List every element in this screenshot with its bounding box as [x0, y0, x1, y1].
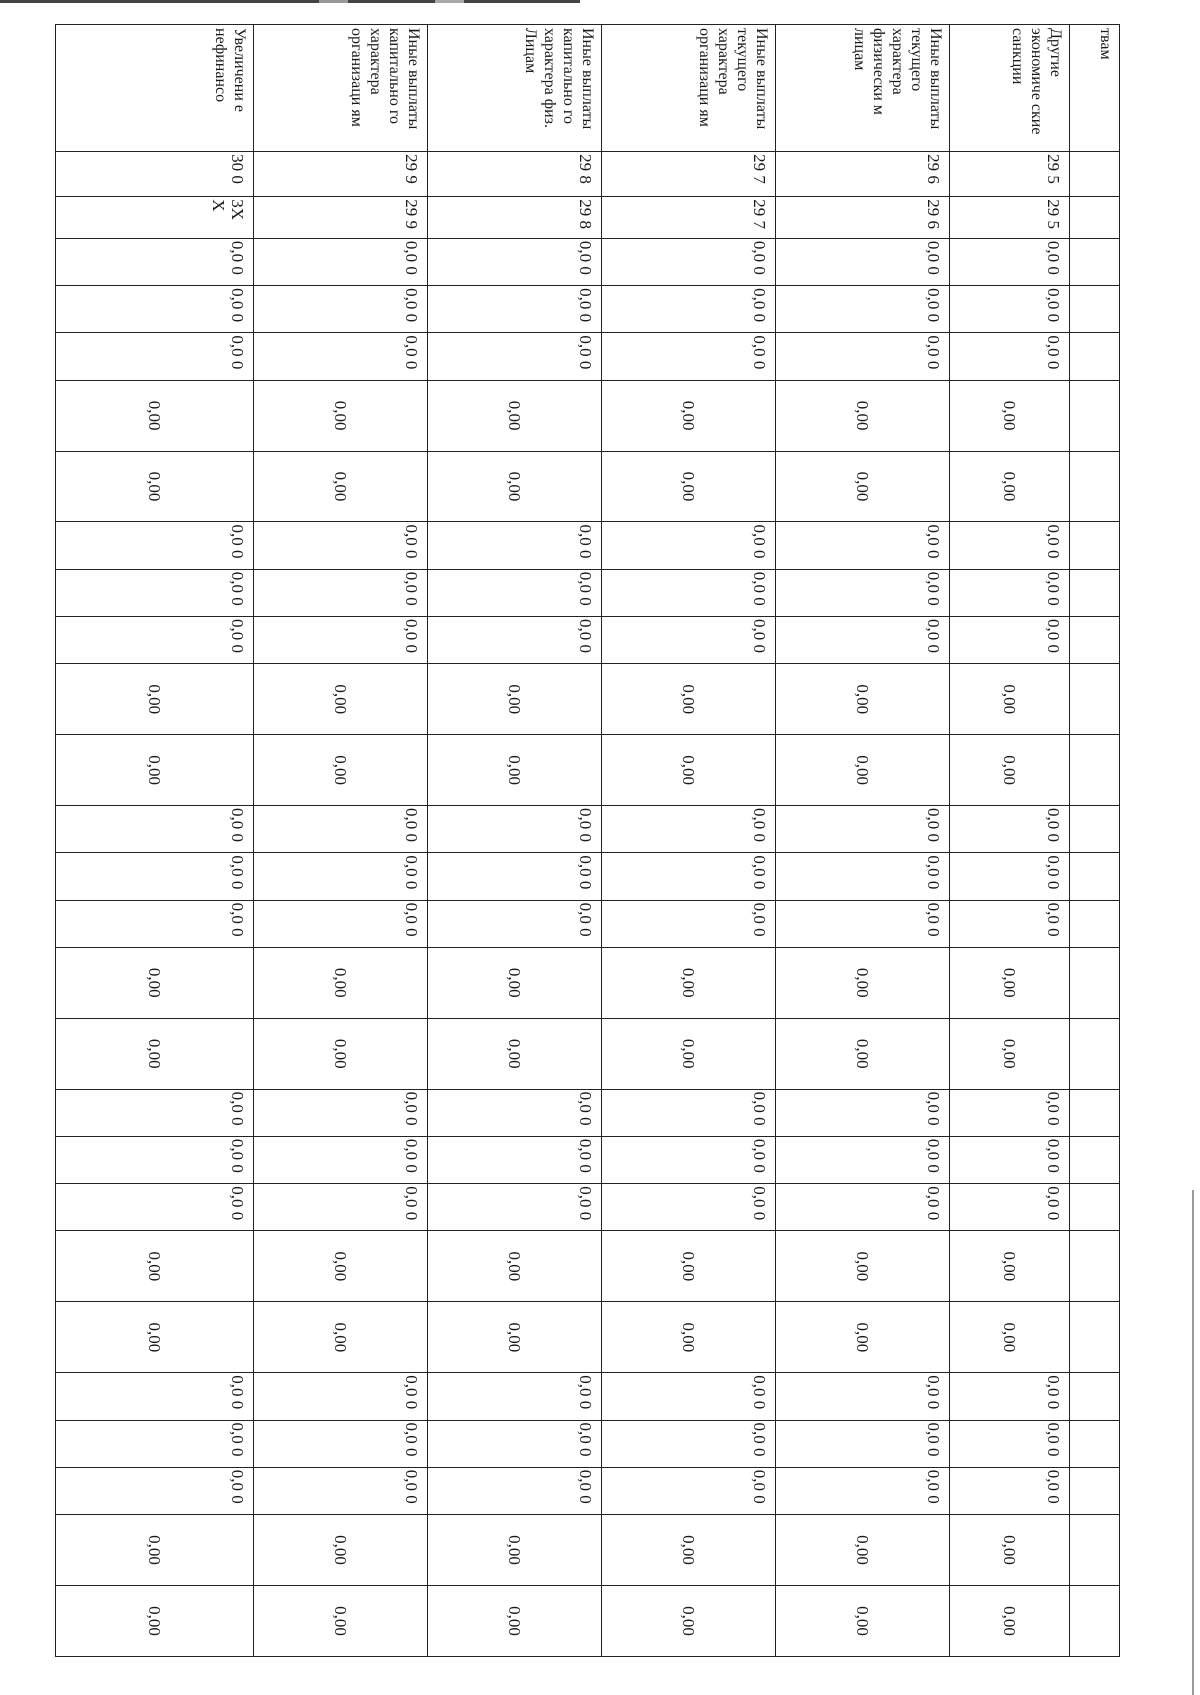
value-cell: 0,0 0 — [950, 286, 1070, 333]
value-cell: 0,0 0 — [254, 238, 428, 285]
row-code-cell: 29 7 — [602, 152, 776, 197]
value-cell: 0,0 0 — [56, 1420, 254, 1467]
value-cell: 0,0 0 — [602, 569, 776, 616]
value-cell: 0,0 0 — [254, 900, 428, 947]
value-cell: 0,0 0 — [254, 1089, 428, 1136]
value-cell: 0,0 0 — [56, 286, 254, 333]
row-label: Иные выплаты текущего характера физически м лицам — [776, 25, 950, 152]
row-code-cell-secondary: 3Х Х — [56, 197, 254, 239]
value-cell: 0,00 — [776, 1018, 950, 1089]
value-cell: 0,00 — [428, 947, 602, 1018]
empty-cell — [1070, 853, 1120, 900]
value-cell: 0,0 0 — [950, 1373, 1070, 1420]
value-cell: 0,0 0 — [950, 1184, 1070, 1231]
value-cell: 0,00 — [950, 1302, 1070, 1373]
empty-cell — [1070, 1515, 1120, 1586]
empty-cell — [1070, 664, 1120, 735]
value-cell: 0,0 0 — [428, 238, 602, 285]
value-cell: 0,0 0 — [776, 1420, 950, 1467]
empty-cell — [1070, 238, 1120, 285]
value-cell: 0,00 — [602, 735, 776, 806]
empty-cell — [1070, 1136, 1120, 1183]
value-cell: 0,00 — [254, 1585, 428, 1656]
value-cell: 0,00 — [254, 947, 428, 1018]
value-cell: 0,0 0 — [776, 1089, 950, 1136]
value-cell: 0,00 — [254, 380, 428, 451]
value-cell: 0,0 0 — [602, 1089, 776, 1136]
value-cell: 0,0 0 — [56, 1136, 254, 1183]
empty-cell — [1070, 569, 1120, 616]
value-cell: 0,0 0 — [56, 238, 254, 285]
value-cell: 0,00 — [776, 1302, 950, 1373]
value-cell: 0,00 — [254, 1302, 428, 1373]
value-cell: 0,00 — [776, 380, 950, 451]
document-page — [56, 24, 1120, 1657]
value-cell: 0,00 — [776, 947, 950, 1018]
scan-side-edge — [1192, 1190, 1194, 1695]
value-cell: 0,0 0 — [950, 522, 1070, 569]
row-code-cell-secondary: 29 7 — [602, 197, 776, 239]
value-cell: 0,0 0 — [428, 522, 602, 569]
value-cell: 0,00 — [602, 664, 776, 735]
empty-cell — [1070, 286, 1120, 333]
value-cell: 0,0 0 — [56, 333, 254, 380]
value-cell: 0,00 — [428, 1302, 602, 1373]
value-cell: 0,00 — [254, 664, 428, 735]
value-cell: 0,0 0 — [428, 806, 602, 853]
row-code-cell: 29 6 — [776, 152, 950, 197]
value-cell: 0,0 0 — [950, 569, 1070, 616]
row-code-cell: 29 9 — [254, 152, 428, 197]
value-cell: 0,0 0 — [602, 522, 776, 569]
value-cell: 0,00 — [602, 1018, 776, 1089]
value-cell: 0,0 0 — [254, 1373, 428, 1420]
value-cell: 0,0 0 — [602, 1184, 776, 1231]
value-cell: 0,00 — [428, 664, 602, 735]
empty-cell — [1070, 1467, 1120, 1514]
value-cell: 0,00 — [254, 1018, 428, 1089]
value-cell: 0,00 — [56, 664, 254, 735]
value-cell: 0,0 0 — [776, 286, 950, 333]
value-cell: 0,00 — [428, 1231, 602, 1302]
value-cell: 0,00 — [776, 664, 950, 735]
value-cell: 0,00 — [602, 947, 776, 1018]
empty-cell — [1070, 1302, 1120, 1373]
row-label: Иные выплаты текущего характера организаци ям — [602, 25, 776, 152]
value-cell: 0,00 — [950, 1231, 1070, 1302]
value-cell: 0,0 0 — [254, 333, 428, 380]
value-cell: 0,0 0 — [254, 522, 428, 569]
empty-cell — [1070, 1585, 1120, 1656]
value-cell: 0,0 0 — [428, 286, 602, 333]
scan-top-edge — [0, 0, 580, 3]
value-cell: 0,0 0 — [56, 1184, 254, 1231]
value-cell: 0,00 — [428, 1515, 602, 1586]
value-cell: 0,0 0 — [56, 806, 254, 853]
empty-cell — [1070, 806, 1120, 853]
value-cell: 0,00 — [56, 1302, 254, 1373]
value-cell: 0,0 0 — [950, 1420, 1070, 1467]
row-label: Иные выплаты капитально го характера организаци ям — [254, 25, 428, 152]
value-cell: 0,00 — [254, 735, 428, 806]
row-code-cell-secondary: 29 8 — [428, 197, 602, 239]
value-cell: 0,0 0 — [56, 1373, 254, 1420]
value-cell: 0,0 0 — [776, 1373, 950, 1420]
row-code-cell: 29 8 — [428, 152, 602, 197]
value-cell: 0,0 0 — [776, 522, 950, 569]
value-cell: 0,0 0 — [602, 900, 776, 947]
empty-cell — [1070, 333, 1120, 380]
value-cell: 0,0 0 — [254, 1136, 428, 1183]
value-cell: 0,00 — [602, 1302, 776, 1373]
row-label: Увеличени е нефинансо — [56, 25, 254, 152]
value-cell: 0,0 0 — [950, 333, 1070, 380]
value-cell: 0,0 0 — [776, 1136, 950, 1183]
row-code-cell: 29 5 — [950, 152, 1070, 197]
value-cell: 0,00 — [56, 1018, 254, 1089]
table-row — [776, 25, 950, 1657]
value-cell: 0,0 0 — [776, 333, 950, 380]
value-cell: 0,0 0 — [254, 1420, 428, 1467]
value-cell: 0,0 0 — [254, 806, 428, 853]
value-cell: 0,0 0 — [56, 616, 254, 663]
value-cell: 0,0 0 — [254, 1184, 428, 1231]
empty-cell — [1070, 522, 1120, 569]
value-cell: 0,00 — [56, 380, 254, 451]
value-cell: 0,0 0 — [602, 853, 776, 900]
value-cell: 0,0 0 — [950, 806, 1070, 853]
table-row — [56, 25, 254, 1657]
table-row — [602, 25, 776, 1657]
empty-cell — [1070, 735, 1120, 806]
table-row — [254, 25, 428, 1657]
empty-cell — [1070, 1420, 1120, 1467]
empty-cell — [1070, 1231, 1120, 1302]
value-cell: 0,0 0 — [56, 1467, 254, 1514]
value-cell: 0,00 — [776, 1585, 950, 1656]
table-row — [950, 25, 1070, 1657]
value-cell: 0,0 0 — [602, 616, 776, 663]
value-cell: 0,0 0 — [428, 569, 602, 616]
empty-cell — [1070, 380, 1120, 451]
empty-cell — [1070, 947, 1120, 1018]
value-cell: 0,00 — [428, 735, 602, 806]
value-cell: 0,00 — [950, 735, 1070, 806]
value-cell: 0,0 0 — [950, 1089, 1070, 1136]
value-cell: 0,0 0 — [950, 900, 1070, 947]
table-row-header-fragment — [1070, 25, 1120, 1657]
value-cell: 0,00 — [56, 451, 254, 522]
value-cell: 0,0 0 — [776, 806, 950, 853]
empty-cell — [1070, 197, 1120, 239]
value-cell: 0,0 0 — [602, 333, 776, 380]
value-cell: 0,0 0 — [254, 616, 428, 663]
value-cell: 0,0 0 — [428, 900, 602, 947]
row-code-cell-secondary: 29 6 — [776, 197, 950, 239]
empty-cell — [1070, 152, 1120, 197]
row-code-cell-secondary: 29 9 — [254, 197, 428, 239]
value-cell: 0,0 0 — [428, 1373, 602, 1420]
value-cell: 0,0 0 — [56, 853, 254, 900]
value-cell: 0,0 0 — [254, 286, 428, 333]
value-cell: 0,00 — [776, 1515, 950, 1586]
value-cell: 0,00 — [602, 1585, 776, 1656]
value-cell: 0,0 0 — [428, 853, 602, 900]
value-cell: 0,00 — [428, 380, 602, 451]
value-cell: 0,00 — [950, 451, 1070, 522]
value-cell: 0,00 — [602, 1515, 776, 1586]
value-cell: 0,0 0 — [602, 1136, 776, 1183]
value-cell: 0,00 — [428, 1018, 602, 1089]
empty-cell — [1070, 1373, 1120, 1420]
value-cell: 0,00 — [950, 947, 1070, 1018]
value-cell: 0,00 — [950, 664, 1070, 735]
value-cell: 0,0 0 — [56, 522, 254, 569]
value-cell: 0,00 — [602, 451, 776, 522]
value-cell: 0,0 0 — [428, 1467, 602, 1514]
value-cell: 0,00 — [56, 1585, 254, 1656]
value-cell: 0,00 — [254, 451, 428, 522]
value-cell: 0,0 0 — [602, 1373, 776, 1420]
value-cell: 0,00 — [950, 1585, 1070, 1656]
value-cell: 0,0 0 — [776, 569, 950, 616]
value-cell: 0,0 0 — [950, 238, 1070, 285]
value-cell: 0,0 0 — [254, 1467, 428, 1514]
value-cell: 0,0 0 — [602, 1420, 776, 1467]
row-code-cell-secondary: 29 5 — [950, 197, 1070, 239]
value-cell: 0,0 0 — [428, 1089, 602, 1136]
value-cell: 0,0 0 — [428, 333, 602, 380]
value-cell: 0,0 0 — [776, 1184, 950, 1231]
value-cell: 0,0 0 — [776, 1467, 950, 1514]
budget-table — [55, 24, 1120, 1657]
row-code-cell: 30 0 — [56, 152, 254, 197]
row-label: Другие экономиче ские санкции — [950, 25, 1070, 152]
value-cell: 0,0 0 — [950, 853, 1070, 900]
table-body — [56, 25, 1120, 1657]
value-cell: 0,00 — [776, 735, 950, 806]
empty-cell — [1070, 451, 1120, 522]
value-cell: 0,00 — [602, 380, 776, 451]
value-cell: 0,00 — [254, 1515, 428, 1586]
value-cell: 0,0 0 — [602, 238, 776, 285]
value-cell: 0,0 0 — [602, 1467, 776, 1514]
value-cell: 0,0 0 — [776, 900, 950, 947]
empty-cell — [1070, 1018, 1120, 1089]
value-cell: 0,00 — [56, 735, 254, 806]
value-cell: 0,0 0 — [602, 806, 776, 853]
value-cell: 0,0 0 — [950, 1467, 1070, 1514]
value-cell: 0,0 0 — [428, 1136, 602, 1183]
value-cell: 0,0 0 — [950, 616, 1070, 663]
value-cell: 0,0 0 — [428, 1420, 602, 1467]
empty-cell — [1070, 900, 1120, 947]
value-cell: 0,0 0 — [602, 286, 776, 333]
value-cell: 0,0 0 — [56, 1089, 254, 1136]
empty-cell — [1070, 616, 1120, 663]
value-cell: 0,00 — [950, 1018, 1070, 1089]
value-cell: 0,0 0 — [428, 616, 602, 663]
rotated-table-wrapper — [56, 24, 1120, 1657]
value-cell: 0,00 — [950, 1515, 1070, 1586]
value-cell: 0,00 — [602, 1231, 776, 1302]
value-cell: 0,00 — [776, 451, 950, 522]
value-cell: 0,00 — [428, 1585, 602, 1656]
value-cell: 0,0 0 — [776, 853, 950, 900]
value-cell: 0,0 0 — [428, 1184, 602, 1231]
row-label: Иные выплаты капитально го характера физ. Лицам — [428, 25, 602, 152]
value-cell: 0,00 — [254, 1231, 428, 1302]
value-cell: 0,0 0 — [56, 900, 254, 947]
value-cell: 0,00 — [428, 451, 602, 522]
value-cell: 0,0 0 — [950, 1136, 1070, 1183]
value-cell: 0,0 0 — [56, 569, 254, 616]
value-cell: 0,00 — [56, 1231, 254, 1302]
value-cell: 0,00 — [776, 1231, 950, 1302]
value-cell: 0,0 0 — [776, 616, 950, 663]
value-cell: 0,0 0 — [254, 569, 428, 616]
value-cell: 0,00 — [56, 1515, 254, 1586]
empty-cell — [1070, 1089, 1120, 1136]
value-cell: 0,00 — [950, 380, 1070, 451]
value-cell: 0,0 0 — [776, 238, 950, 285]
value-cell: 0,0 0 — [254, 853, 428, 900]
empty-cell — [1070, 1184, 1120, 1231]
table-row — [428, 25, 602, 1657]
column-header-fragment: твам — [1070, 25, 1120, 152]
value-cell: 0,00 — [56, 947, 254, 1018]
